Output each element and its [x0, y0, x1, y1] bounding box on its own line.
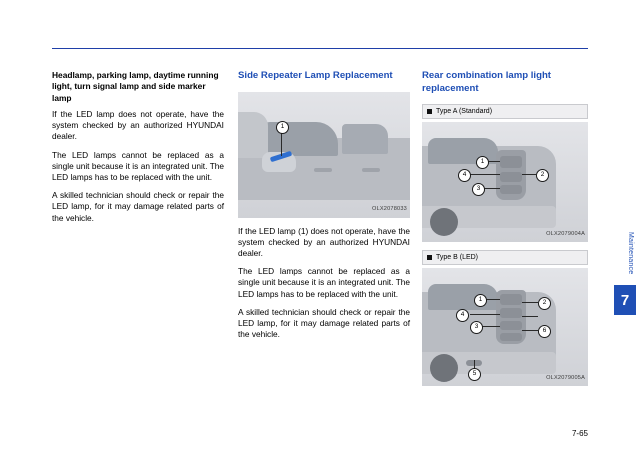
rear-wheel-a — [430, 208, 458, 236]
leader-b1 — [486, 299, 500, 300]
callout-a-1: 1 — [476, 156, 489, 169]
door-handle-rear — [362, 168, 380, 172]
vehicle-rear-window-shape — [342, 124, 388, 154]
column-right — [422, 70, 588, 394]
door-handle-front — [314, 168, 332, 172]
column-left — [52, 70, 224, 231]
lamp-segment-b1 — [500, 294, 522, 305]
lamp-segment-a1 — [500, 156, 522, 168]
callout-b-2: 2 — [538, 297, 551, 310]
figure-code-type-b: OLX2079005A — [546, 375, 585, 382]
callout-1: 1 — [276, 121, 289, 134]
vehicle-rear-glass-b — [428, 284, 498, 310]
lamp-segment-a3 — [500, 185, 522, 194]
figure-code-side-repeater: OLX2078033 — [372, 206, 407, 213]
callout-b-1: 1 — [474, 294, 487, 307]
rear-lamp-type-a-figure-wrap — [422, 122, 588, 242]
rear-lamp-type-b-figure-wrap — [422, 268, 588, 386]
vehicle-window-shape — [260, 122, 338, 156]
header-rule — [52, 48, 588, 49]
column1-heading: Headlamp, parking lamp, daytime running light, turn signal lamp and side marker lamp — [52, 70, 219, 103]
callout-b-4: 4 — [456, 309, 469, 322]
rear-lamp-type-b-figure — [422, 268, 588, 386]
leader-a3 — [484, 188, 500, 189]
callout-a-2: 2 — [536, 169, 549, 182]
leader-a2 — [522, 174, 536, 175]
type-a-label: Type A (Standard) — [436, 108, 493, 115]
lamp-segment-b4 — [500, 333, 522, 341]
column1-paragraph-2: The LED lamps cannot be replaced as a single unit because it is an integrated unit. The LED lamps has to be replaced with the unit. — [52, 149, 224, 182]
side-repeater-figure-wrap — [238, 92, 410, 218]
figure-code-type-a: OLX2079004A — [546, 231, 585, 237]
leader-b5 — [522, 316, 538, 317]
leader-a4 — [470, 174, 500, 175]
bullet-square-icon — [427, 109, 432, 114]
callout-a-3: 3 — [472, 183, 485, 196]
callout-leader-1 — [281, 132, 282, 156]
type-a-label-row — [422, 104, 588, 119]
lamp-segment-b3 — [500, 321, 522, 330]
column1-paragraph-3: A skilled technician should check or repair the LED lamp, for it may damage related parts of the vehicle. — [52, 190, 224, 223]
callout-a-4: 4 — [458, 169, 471, 182]
leader-b2 — [522, 302, 538, 303]
side-tab-number: 7 — [614, 285, 636, 315]
column2-paragraph-2: The LED lamps cannot be replaced as a single unit because it is an integrated unit. The LED lamps has to be replaced with the unit. — [238, 266, 410, 299]
column2-paragraph-3: A skilled technician should check or repair the LED lamp, for it may damage related parts of the vehicle. — [238, 306, 410, 340]
rear-lamp-type-a-figure — [422, 122, 588, 242]
leader-b4 — [470, 314, 500, 315]
callout-b-5: 5 — [468, 368, 481, 381]
side-tab-label: Maintenance — [627, 232, 634, 275]
lamp-segment-b2 — [500, 308, 522, 318]
leader-b3 — [482, 326, 500, 327]
side-repeater-figure — [238, 92, 410, 218]
leader-b6 — [522, 330, 538, 331]
column1-paragraph-1: If the LED lamp does not operate, have the system checked by an authorized HYUNDAI dealer. — [52, 108, 224, 142]
page-number: 7-65 — [571, 429, 588, 438]
type-b-label-row — [422, 250, 588, 265]
vehicle-front-shape — [238, 112, 268, 158]
bullet-square-icon-b — [427, 255, 432, 260]
column2-paragraph-1: If the LED lamp (1) does not operate, have the system checked by an authorized HYUNDAI dealer. — [238, 225, 410, 258]
callout-b-3: 3 — [470, 321, 483, 334]
type-b-label: Type B (LED) — [436, 254, 479, 262]
callout-b-6: 6 — [538, 325, 551, 338]
column3-heading: Rear combination lamp light replacement — [422, 70, 551, 94]
column2-heading: Side Repeater Lamp Replacement — [238, 70, 393, 81]
lamp-segment-a2 — [500, 172, 522, 182]
column-middle — [238, 70, 410, 347]
